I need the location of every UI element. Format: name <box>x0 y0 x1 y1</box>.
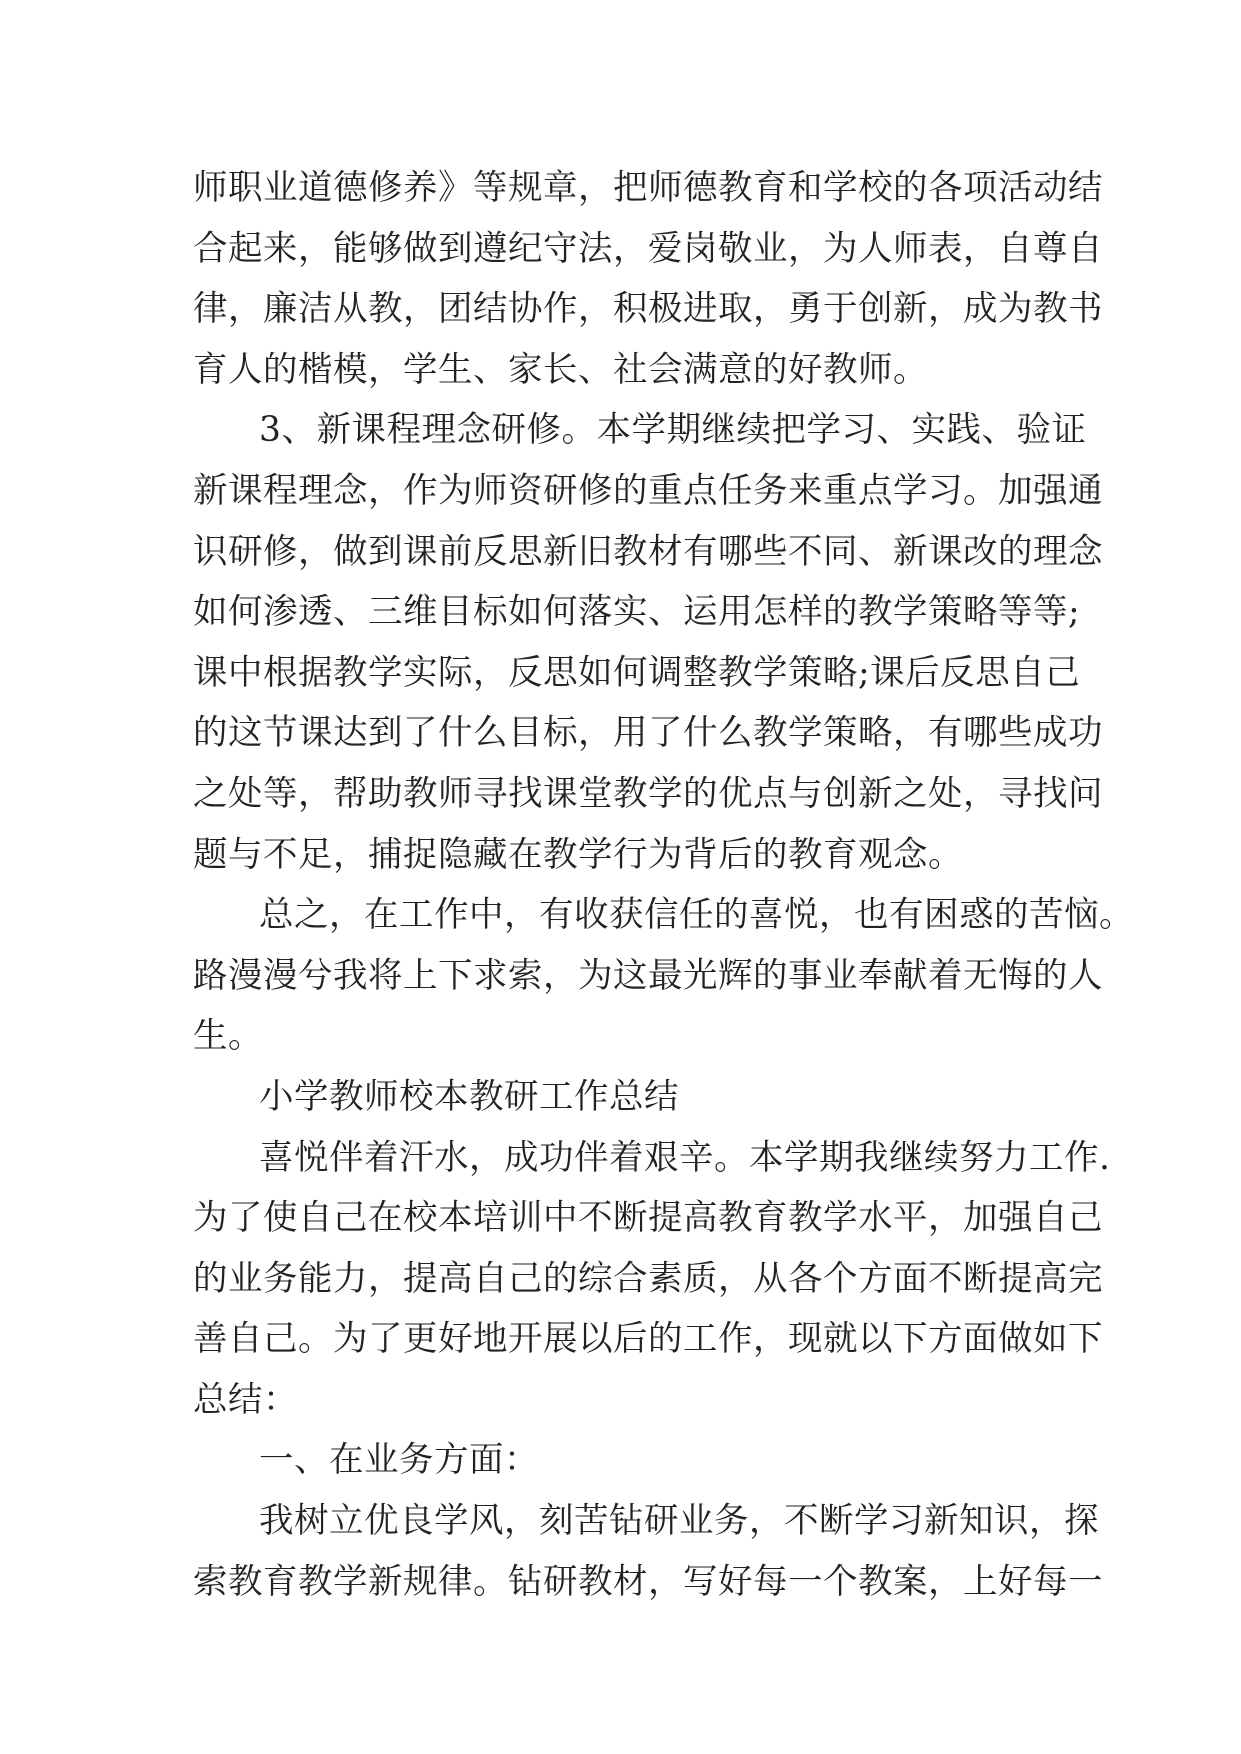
text-line: 的这节课达到了什么目标，用了什么教学策略，有哪些成功 <box>193 713 1103 754</box>
text-line: 一、在业务方面： <box>259 1440 539 1481</box>
document-body <box>193 158 1134 1612</box>
text-line: 新课程理念，作为师资研修的重点任务来重点学习。加强通 <box>193 470 1103 511</box>
text-line: 喜悦伴着汗水，成功伴着艰辛。本学期我继续努力工作. <box>259 1137 1111 1178</box>
text-line: 为了使自己在校本培训中不断提高教育教学水平，加强自己 <box>193 1198 1103 1239</box>
text-line: 师职业道德修养》等规章，把师德教育和学校的各项活动结 <box>193 168 1103 208</box>
text-line: 之处等，帮助教师寻找课堂教学的优点与创新之处，寻找问 <box>193 773 1103 814</box>
text-line: 3、新课程理念研修。本学期继续把学习、实践、验证 <box>259 410 1087 451</box>
text-line: 善自己。为了更好地开展以后的工作，现就以下方面做如下 <box>193 1319 1103 1360</box>
text-line: 小学教师校本教研工作总结 <box>259 1076 679 1117</box>
text-line: 总之，在工作中，有收获信任的喜悦，也有困惑的苦恼。 <box>259 895 1134 936</box>
text-line: 识研修，做到课前反思新旧教材有哪些不同、新课改的理念 <box>193 531 1103 572</box>
text-line: 题与不足，捕捉隐藏在教学行为背后的教育观念。 <box>193 834 963 875</box>
text-line: 育人的楷模，学生、家长、社会满意的好教师。 <box>193 349 928 390</box>
text-line: 如何渗透、三维目标如何落实、运用怎样的教学策略等等; <box>193 592 1081 633</box>
text-line: 我树立优良学风，刻苦钻研业务，不断学习新知识，探 <box>259 1501 1099 1542</box>
text-line: 的业务能力，提高自己的综合素质，从各个方面不断提高完 <box>193 1258 1103 1299</box>
text-line: 索教育教学新规律。钻研教材，写好每一个教案，上好每一 <box>193 1561 1103 1602</box>
text-line: 课中根据教学实际，反思如何调整教学策略;课后反思自己 <box>193 652 1081 693</box>
text-line: 合起来，能够做到遵纪守法，爱岗敬业，为人师表，自尊自 <box>193 228 1103 269</box>
text-line: 总结： <box>193 1379 298 1420</box>
text-line: 生。 <box>193 1016 263 1057</box>
text-line: 律，廉洁从教，团结协作，积极进取，勇于创新，成为教书 <box>193 289 1103 330</box>
text-line: 路漫漫兮我将上下求索，为这最光辉的事业奉献着无悔的人 <box>193 955 1103 996</box>
